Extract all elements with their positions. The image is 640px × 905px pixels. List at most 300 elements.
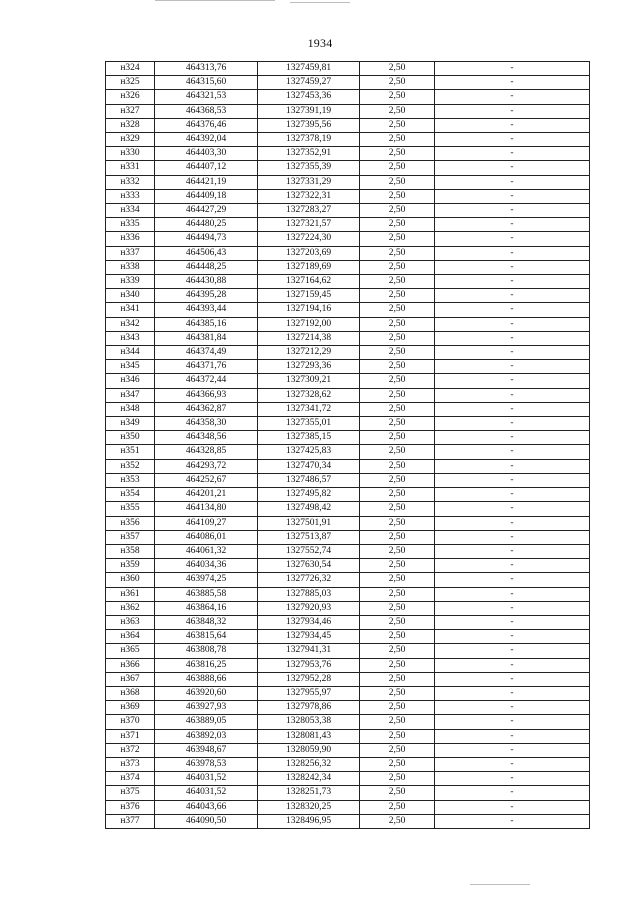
y-coordinate-cell: 1327194,16	[258, 303, 360, 317]
precision-cell: 2,50	[360, 658, 435, 672]
note-cell: -	[435, 715, 590, 729]
point-id-cell: н336	[106, 232, 155, 246]
precision-cell: 2,50	[360, 346, 435, 360]
table-row	[106, 601, 590, 615]
table-row	[106, 417, 590, 431]
x-coordinate-cell: 464385,16	[155, 317, 258, 331]
note-cell: -	[435, 431, 590, 445]
x-coordinate-cell: 464427,29	[155, 204, 258, 218]
point-id-cell: н349	[106, 417, 155, 431]
x-coordinate-cell: 464392,04	[155, 133, 258, 147]
note-cell: -	[435, 559, 590, 573]
precision-cell: 2,50	[360, 303, 435, 317]
note-cell: -	[435, 289, 590, 303]
table-row	[106, 317, 590, 331]
x-coordinate-cell: 464358,30	[155, 417, 258, 431]
x-coordinate-cell: 464366,93	[155, 388, 258, 402]
x-coordinate-cell: 463888,66	[155, 672, 258, 686]
y-coordinate-cell: 1328081,43	[258, 729, 360, 743]
precision-cell: 2,50	[360, 473, 435, 487]
table-row	[106, 189, 590, 203]
table-row	[106, 772, 590, 786]
x-coordinate-cell: 464368,53	[155, 104, 258, 118]
y-coordinate-cell: 1327941,31	[258, 644, 360, 658]
table-row	[106, 559, 590, 573]
table-row	[106, 275, 590, 289]
point-id-cell: н371	[106, 729, 155, 743]
point-id-cell: н328	[106, 118, 155, 132]
precision-cell: 2,50	[360, 573, 435, 587]
note-cell: -	[435, 488, 590, 502]
x-coordinate-cell: 463815,64	[155, 630, 258, 644]
note-cell: -	[435, 502, 590, 516]
table-row	[106, 346, 590, 360]
x-coordinate-cell: 464061,32	[155, 544, 258, 558]
note-cell: -	[435, 658, 590, 672]
precision-cell: 2,50	[360, 672, 435, 686]
precision-cell: 2,50	[360, 502, 435, 516]
table-row	[106, 133, 590, 147]
table-row	[106, 573, 590, 587]
point-id-cell: н359	[106, 559, 155, 573]
note-cell: -	[435, 218, 590, 232]
note-cell: -	[435, 402, 590, 416]
precision-cell: 2,50	[360, 530, 435, 544]
note-cell: -	[435, 516, 590, 530]
precision-cell: 2,50	[360, 644, 435, 658]
table-row	[106, 814, 590, 828]
y-coordinate-cell: 1327486,57	[258, 473, 360, 487]
x-coordinate-cell: 464430,88	[155, 275, 258, 289]
y-coordinate-cell: 1327470,34	[258, 459, 360, 473]
table-row	[106, 303, 590, 317]
note-cell: -	[435, 303, 590, 317]
note-cell: -	[435, 772, 590, 786]
point-id-cell: н365	[106, 644, 155, 658]
scan-artifact-line	[470, 884, 530, 885]
note-cell: -	[435, 275, 590, 289]
table-row	[106, 530, 590, 544]
x-coordinate-cell: 463892,03	[155, 729, 258, 743]
note-cell: -	[435, 701, 590, 715]
table-row	[106, 360, 590, 374]
point-id-cell: н366	[106, 658, 155, 672]
table-row	[106, 473, 590, 487]
table-row	[106, 204, 590, 218]
point-id-cell: н364	[106, 630, 155, 644]
precision-cell: 2,50	[360, 686, 435, 700]
y-coordinate-cell: 1328251,73	[258, 786, 360, 800]
x-coordinate-cell: 464403,30	[155, 147, 258, 161]
note-cell: -	[435, 601, 590, 615]
point-id-cell: н342	[106, 317, 155, 331]
point-id-cell: н363	[106, 615, 155, 629]
table-row	[106, 147, 590, 161]
y-coordinate-cell: 1327501,91	[258, 516, 360, 530]
precision-cell: 2,50	[360, 289, 435, 303]
table-row	[106, 260, 590, 274]
y-coordinate-cell: 1328256,32	[258, 757, 360, 771]
y-coordinate-cell: 1327453,36	[258, 90, 360, 104]
y-coordinate-cell: 1328242,34	[258, 772, 360, 786]
x-coordinate-cell: 464031,52	[155, 786, 258, 800]
point-id-cell: н351	[106, 445, 155, 459]
scan-artifact-line	[290, 2, 350, 3]
point-id-cell: н361	[106, 587, 155, 601]
precision-cell: 2,50	[360, 630, 435, 644]
point-id-cell: н367	[106, 672, 155, 686]
y-coordinate-cell: 1327331,29	[258, 175, 360, 189]
note-cell: -	[435, 317, 590, 331]
note-cell: -	[435, 133, 590, 147]
table-row	[106, 161, 590, 175]
y-coordinate-cell: 1327934,45	[258, 630, 360, 644]
precision-cell: 2,50	[360, 559, 435, 573]
y-coordinate-cell: 1327309,21	[258, 374, 360, 388]
x-coordinate-cell: 464348,56	[155, 431, 258, 445]
point-id-cell: н356	[106, 516, 155, 530]
note-cell: -	[435, 615, 590, 629]
y-coordinate-cell: 1327341,72	[258, 402, 360, 416]
table-row	[106, 715, 590, 729]
note-cell: -	[435, 814, 590, 828]
x-coordinate-cell: 464395,28	[155, 289, 258, 303]
y-coordinate-cell: 1327378,19	[258, 133, 360, 147]
y-coordinate-cell: 1327283,27	[258, 204, 360, 218]
x-coordinate-cell: 464409,18	[155, 189, 258, 203]
precision-cell: 2,50	[360, 488, 435, 502]
precision-cell: 2,50	[360, 246, 435, 260]
precision-cell: 2,50	[360, 360, 435, 374]
note-cell: -	[435, 743, 590, 757]
precision-cell: 2,50	[360, 76, 435, 90]
x-coordinate-cell: 464321,53	[155, 90, 258, 104]
y-coordinate-cell: 1327192,00	[258, 317, 360, 331]
point-id-cell: н353	[106, 473, 155, 487]
point-id-cell: н346	[106, 374, 155, 388]
table-row	[106, 246, 590, 260]
x-coordinate-cell: 464381,84	[155, 331, 258, 345]
precision-cell: 2,50	[360, 402, 435, 416]
note-cell: -	[435, 573, 590, 587]
x-coordinate-cell: 464362,87	[155, 402, 258, 416]
point-id-cell: н344	[106, 346, 155, 360]
coordinates-table	[105, 61, 590, 829]
point-id-cell: н333	[106, 189, 155, 203]
table-row	[106, 331, 590, 345]
y-coordinate-cell: 1327224,30	[258, 232, 360, 246]
precision-cell: 2,50	[360, 175, 435, 189]
y-coordinate-cell: 1327459,81	[258, 62, 360, 76]
x-coordinate-cell: 464506,43	[155, 246, 258, 260]
note-cell: -	[435, 757, 590, 771]
precision-cell: 2,50	[360, 331, 435, 345]
x-coordinate-cell: 464201,21	[155, 488, 258, 502]
x-coordinate-cell: 464134,80	[155, 502, 258, 516]
y-coordinate-cell: 1327953,76	[258, 658, 360, 672]
x-coordinate-cell: 463889,05	[155, 715, 258, 729]
point-id-cell: н330	[106, 147, 155, 161]
precision-cell: 2,50	[360, 62, 435, 76]
y-coordinate-cell: 1327978,86	[258, 701, 360, 715]
table-row	[106, 104, 590, 118]
precision-cell: 2,50	[360, 275, 435, 289]
note-cell: -	[435, 90, 590, 104]
point-id-cell: н340	[106, 289, 155, 303]
y-coordinate-cell: 1328053,38	[258, 715, 360, 729]
x-coordinate-cell: 464293,72	[155, 459, 258, 473]
y-coordinate-cell: 1327395,56	[258, 118, 360, 132]
point-id-cell: н357	[106, 530, 155, 544]
point-id-cell: н324	[106, 62, 155, 76]
point-id-cell: н355	[106, 502, 155, 516]
x-coordinate-cell: 463927,93	[155, 701, 258, 715]
y-coordinate-cell: 1327159,45	[258, 289, 360, 303]
y-coordinate-cell: 1328320,25	[258, 800, 360, 814]
table-row	[106, 218, 590, 232]
table-row	[106, 388, 590, 402]
table-row	[106, 289, 590, 303]
point-id-cell: н325	[106, 76, 155, 90]
y-coordinate-cell: 1327495,82	[258, 488, 360, 502]
point-id-cell: н377	[106, 814, 155, 828]
table-row	[106, 502, 590, 516]
note-cell: -	[435, 374, 590, 388]
x-coordinate-cell: 464109,27	[155, 516, 258, 530]
note-cell: -	[435, 729, 590, 743]
table-row	[106, 90, 590, 104]
point-id-cell: н329	[106, 133, 155, 147]
x-coordinate-cell: 464252,67	[155, 473, 258, 487]
point-id-cell: н339	[106, 275, 155, 289]
y-coordinate-cell: 1327164,62	[258, 275, 360, 289]
y-coordinate-cell: 1327214,38	[258, 331, 360, 345]
note-cell: -	[435, 118, 590, 132]
note-cell: -	[435, 644, 590, 658]
y-coordinate-cell: 1327293,36	[258, 360, 360, 374]
y-coordinate-cell: 1327952,28	[258, 672, 360, 686]
table-row	[106, 431, 590, 445]
precision-cell: 2,50	[360, 90, 435, 104]
precision-cell: 2,50	[360, 743, 435, 757]
precision-cell: 2,50	[360, 147, 435, 161]
table-row	[106, 374, 590, 388]
table-row	[106, 516, 590, 530]
note-cell: -	[435, 360, 590, 374]
y-coordinate-cell: 1327726,32	[258, 573, 360, 587]
x-coordinate-cell: 464034,36	[155, 559, 258, 573]
precision-cell: 2,50	[360, 388, 435, 402]
precision-cell: 2,50	[360, 715, 435, 729]
x-coordinate-cell: 463816,25	[155, 658, 258, 672]
precision-cell: 2,50	[360, 729, 435, 743]
note-cell: -	[435, 800, 590, 814]
note-cell: -	[435, 417, 590, 431]
x-coordinate-cell: 464371,76	[155, 360, 258, 374]
scan-artifact-line	[155, 0, 275, 1]
note-cell: -	[435, 530, 590, 544]
y-coordinate-cell: 1327391,19	[258, 104, 360, 118]
point-id-cell: н345	[106, 360, 155, 374]
precision-cell: 2,50	[360, 431, 435, 445]
y-coordinate-cell: 1327459,27	[258, 76, 360, 90]
precision-cell: 2,50	[360, 701, 435, 715]
precision-cell: 2,50	[360, 615, 435, 629]
note-cell: -	[435, 175, 590, 189]
note-cell: -	[435, 544, 590, 558]
x-coordinate-cell: 463864,16	[155, 601, 258, 615]
table-row	[106, 786, 590, 800]
table-row	[106, 757, 590, 771]
precision-cell: 2,50	[360, 601, 435, 615]
y-coordinate-cell: 1327513,87	[258, 530, 360, 544]
point-id-cell: н374	[106, 772, 155, 786]
x-coordinate-cell: 463848,32	[155, 615, 258, 629]
point-id-cell: н327	[106, 104, 155, 118]
point-id-cell: н334	[106, 204, 155, 218]
y-coordinate-cell: 1327630,54	[258, 559, 360, 573]
point-id-cell: н369	[106, 701, 155, 715]
table-row	[106, 76, 590, 90]
precision-cell: 2,50	[360, 317, 435, 331]
y-coordinate-cell: 1327955,97	[258, 686, 360, 700]
x-coordinate-cell: 463920,60	[155, 686, 258, 700]
y-coordinate-cell: 1327385,15	[258, 431, 360, 445]
x-coordinate-cell: 464448,25	[155, 260, 258, 274]
precision-cell: 2,50	[360, 544, 435, 558]
point-id-cell: н358	[106, 544, 155, 558]
point-id-cell: н347	[106, 388, 155, 402]
note-cell: -	[435, 76, 590, 90]
x-coordinate-cell: 464090,50	[155, 814, 258, 828]
point-id-cell: н352	[106, 459, 155, 473]
point-id-cell: н332	[106, 175, 155, 189]
y-coordinate-cell: 1328059,90	[258, 743, 360, 757]
point-id-cell: н338	[106, 260, 155, 274]
x-coordinate-cell: 463808,78	[155, 644, 258, 658]
x-coordinate-cell: 464374,49	[155, 346, 258, 360]
precision-cell: 2,50	[360, 204, 435, 218]
y-coordinate-cell: 1327885,03	[258, 587, 360, 601]
x-coordinate-cell: 463948,67	[155, 743, 258, 757]
table-row	[106, 62, 590, 76]
precision-cell: 2,50	[360, 104, 435, 118]
note-cell: -	[435, 459, 590, 473]
table-row	[106, 672, 590, 686]
y-coordinate-cell: 1327203,69	[258, 246, 360, 260]
point-id-cell: н362	[106, 601, 155, 615]
y-coordinate-cell: 1327321,57	[258, 218, 360, 232]
precision-cell: 2,50	[360, 587, 435, 601]
table-row	[106, 644, 590, 658]
point-id-cell: н354	[106, 488, 155, 502]
y-coordinate-cell: 1327212,29	[258, 346, 360, 360]
table-row	[106, 800, 590, 814]
note-cell: -	[435, 246, 590, 260]
point-id-cell: н326	[106, 90, 155, 104]
note-cell: -	[435, 232, 590, 246]
x-coordinate-cell: 463978,53	[155, 757, 258, 771]
precision-cell: 2,50	[360, 189, 435, 203]
y-coordinate-cell: 1327498,42	[258, 502, 360, 516]
note-cell: -	[435, 104, 590, 118]
precision-cell: 2,50	[360, 133, 435, 147]
table-row	[106, 630, 590, 644]
note-cell: -	[435, 587, 590, 601]
precision-cell: 2,50	[360, 445, 435, 459]
point-id-cell: н368	[106, 686, 155, 700]
x-coordinate-cell: 464086,01	[155, 530, 258, 544]
x-coordinate-cell: 464372,44	[155, 374, 258, 388]
table-row	[106, 729, 590, 743]
y-coordinate-cell: 1327934,46	[258, 615, 360, 629]
note-cell: -	[435, 672, 590, 686]
x-coordinate-cell: 464494,73	[155, 232, 258, 246]
point-id-cell: н348	[106, 402, 155, 416]
note-cell: -	[435, 346, 590, 360]
note-cell: -	[435, 189, 590, 203]
point-id-cell: н331	[106, 161, 155, 175]
x-coordinate-cell: 463885,58	[155, 587, 258, 601]
table-row	[106, 743, 590, 757]
note-cell: -	[435, 630, 590, 644]
table-row	[106, 615, 590, 629]
table-row	[106, 686, 590, 700]
point-id-cell: н372	[106, 743, 155, 757]
table-row	[106, 701, 590, 715]
point-id-cell: н343	[106, 331, 155, 345]
y-coordinate-cell: 1327920,93	[258, 601, 360, 615]
point-id-cell: н350	[106, 431, 155, 445]
point-id-cell: н337	[106, 246, 155, 260]
x-coordinate-cell: 464031,52	[155, 772, 258, 786]
x-coordinate-cell: 464407,12	[155, 161, 258, 175]
y-coordinate-cell: 1327328,62	[258, 388, 360, 402]
x-coordinate-cell: 464315,60	[155, 76, 258, 90]
precision-cell: 2,50	[360, 374, 435, 388]
precision-cell: 2,50	[360, 417, 435, 431]
point-id-cell: н360	[106, 573, 155, 587]
table-row	[106, 232, 590, 246]
point-id-cell: н335	[106, 218, 155, 232]
precision-cell: 2,50	[360, 161, 435, 175]
note-cell: -	[435, 331, 590, 345]
y-coordinate-cell: 1327552,74	[258, 544, 360, 558]
table-row	[106, 488, 590, 502]
y-coordinate-cell: 1328496,95	[258, 814, 360, 828]
y-coordinate-cell: 1327189,69	[258, 260, 360, 274]
precision-cell: 2,50	[360, 118, 435, 132]
table-row	[106, 445, 590, 459]
x-coordinate-cell: 464480,25	[155, 218, 258, 232]
x-coordinate-cell: 464313,76	[155, 62, 258, 76]
table-row	[106, 118, 590, 132]
note-cell: -	[435, 786, 590, 800]
table-row	[106, 658, 590, 672]
coordinates-table-body	[106, 62, 590, 829]
y-coordinate-cell: 1327352,91	[258, 147, 360, 161]
precision-cell: 2,50	[360, 260, 435, 274]
x-coordinate-cell: 464376,46	[155, 118, 258, 132]
point-id-cell: н375	[106, 786, 155, 800]
precision-cell: 2,50	[360, 814, 435, 828]
note-cell: -	[435, 260, 590, 274]
page-number: 1934	[307, 36, 333, 50]
point-id-cell: н341	[106, 303, 155, 317]
table-row	[106, 587, 590, 601]
note-cell: -	[435, 473, 590, 487]
precision-cell: 2,50	[360, 757, 435, 771]
